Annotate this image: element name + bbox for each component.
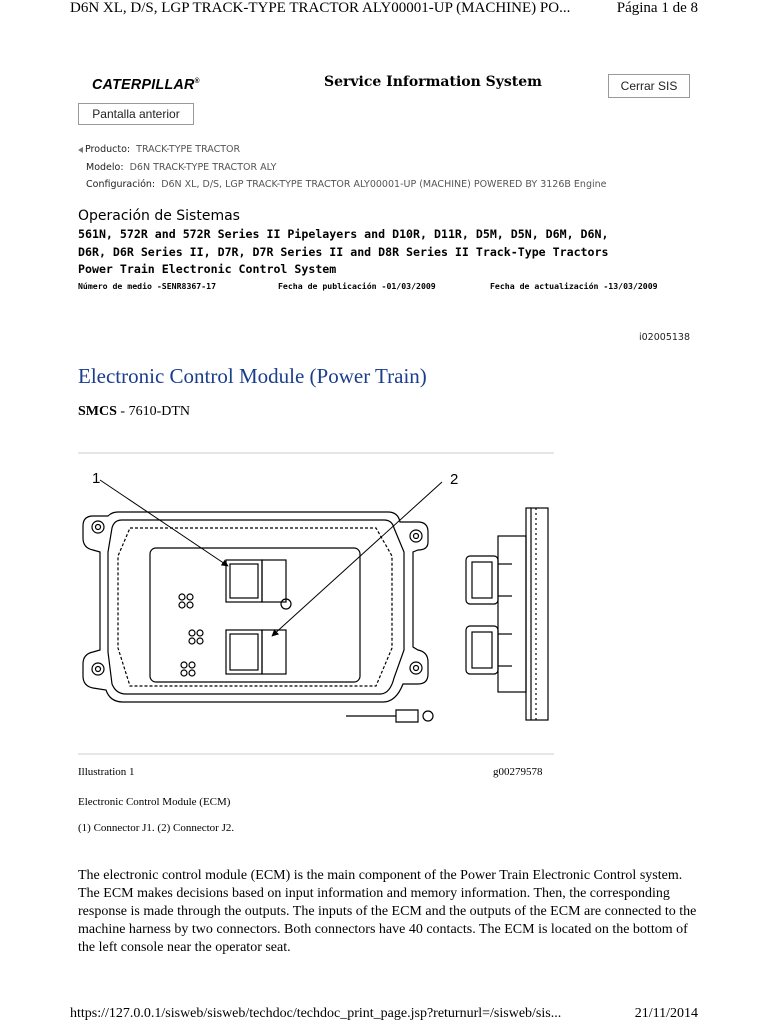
- print-header-page: Página 1 de 8: [616, 0, 698, 16]
- callout-2-label: 2: [450, 471, 459, 488]
- illustration-id: g00279578: [493, 766, 543, 778]
- model-label: Modelo:: [86, 162, 124, 173]
- configuration-label: Configuración:: [86, 179, 156, 190]
- body-paragraph: The electronic control module (ECM) is the main component of the Power Train Electronic Control system. The ECM makes decisions based on input information and memory information. Then, the corresponding response is made through the outputs. The inputs of the ECM and the outputs of the ECM are connected to the machine harness by two connectors. Both connectors have 40 contacts. The ECM is located on the bottom of the left console near the operator seat.: [78, 868, 697, 955]
- configuration-value: D6N XL, D/S, LGP TRACK-TYPE TRACTOR ALY00001-UP (MACHINE) POWERED BY 3126B Engine: [161, 179, 607, 190]
- print-header-title: D6N XL, D/S, LGP TRACK-TYPE TRACTOR ALY00001-UP (MACHINE) PO...: [70, 0, 571, 16]
- close-sis-button[interactable]: Cerrar SIS: [608, 74, 690, 98]
- media-number: Número de medio -SENR8367-17: [78, 281, 217, 291]
- footer-url: https://127.0.0.1/sisweb/sisweb/techdoc/techdoc_print_page.jsp?returnurl=/sisweb/sis...: [70, 1006, 562, 1021]
- illustration-label: Illustration 1: [78, 766, 135, 778]
- previous-screen-button[interactable]: Pantalla anterior: [78, 103, 194, 125]
- illustration-description: Electronic Control Module (ECM): [78, 796, 231, 808]
- document-id: i02005138: [639, 332, 690, 343]
- sis-title: Service Information System: [324, 74, 542, 90]
- publication-date: Fecha de publicación -01/03/2009: [278, 281, 436, 291]
- subtitle-line: 561N, 572R and 572R Series II Pipelayers and D10R, D11R, D5M, D5N, D6M, D6N,: [78, 227, 609, 241]
- page-title: Electronic Control Module (Power Train): [78, 364, 427, 388]
- subtitle-line: D6R, D6R Series II, D7R, D7R Series II and D8R Series II Track-Type Tractors: [78, 244, 609, 259]
- back-arrow-icon[interactable]: [78, 147, 83, 153]
- product-value: TRACK-TYPE TRACTOR: [136, 144, 241, 155]
- configuration-row: [86, 179, 606, 190]
- operation-title: Operación de Sistemas: [78, 208, 240, 224]
- model-value: D6N TRACK-TYPE TRACTOR ALY: [129, 162, 277, 173]
- subtitle-line: Power Train Electronic Control System: [78, 262, 337, 276]
- ecm-illustration: [78, 452, 554, 755]
- operation-subtitle: [78, 226, 698, 279]
- model-row: [86, 162, 276, 173]
- registered-mark: ®: [194, 78, 200, 85]
- connector-legend: (1) Connector J1. (2) Connector J2.: [78, 822, 235, 834]
- smcs-label: SMCS: [78, 404, 117, 419]
- footer-date: 21/11/2014: [634, 1006, 698, 1021]
- update-date: Fecha de actualización -13/03/2009: [490, 281, 658, 291]
- logo-text: CATERPILLAR: [92, 76, 195, 93]
- callout-1-label: 1: [92, 470, 101, 487]
- caterpillar-logo: [92, 76, 200, 93]
- smcs-code: [78, 404, 190, 420]
- smcs-value: - 7610-DTN: [116, 404, 191, 419]
- product-label: Producto:: [85, 144, 131, 155]
- product-row: [78, 144, 240, 155]
